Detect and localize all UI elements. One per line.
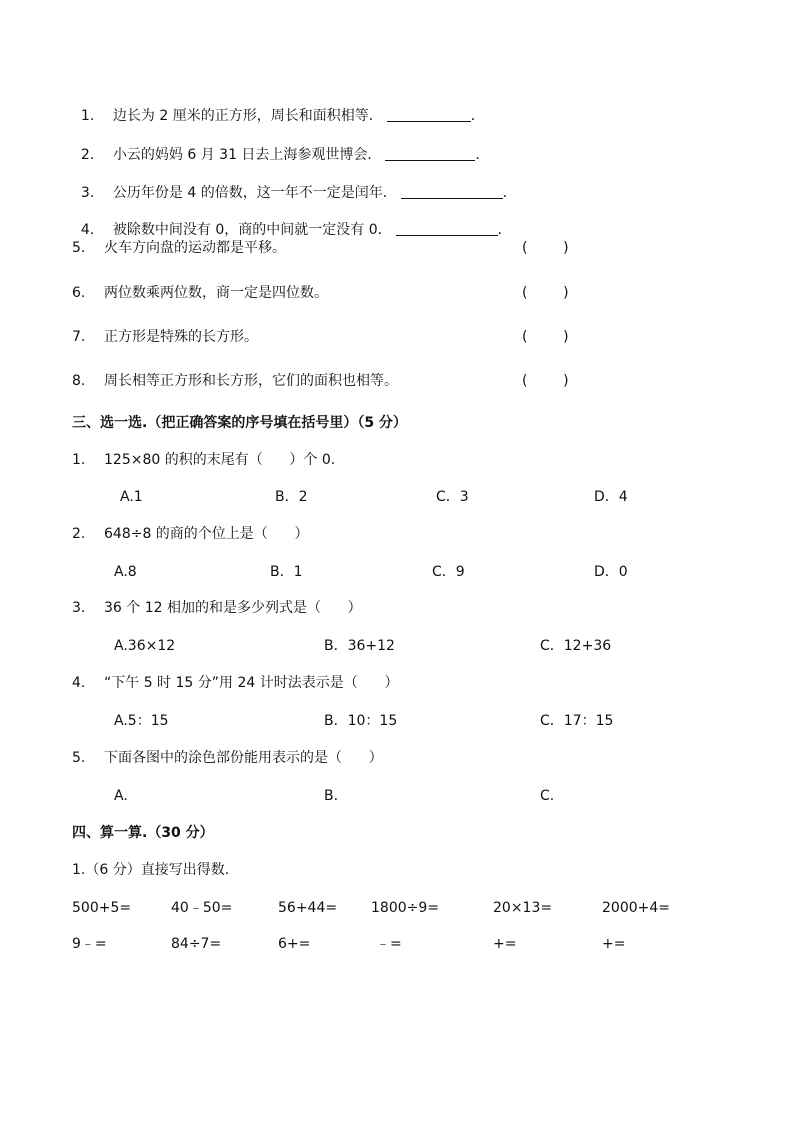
judge-text-1 bbox=[104, 86, 485, 126]
question-text: 公历年份是 4 的倍数，这一年不一定是闰年． bbox=[112, 185, 397, 201]
mc-option[interactable]: D．0 bbox=[594, 564, 628, 580]
question-text: 周长相等正方形和长方形，它们的面积也相等。 bbox=[104, 373, 398, 389]
answer-blank[interactable] bbox=[401, 184, 503, 199]
item-number: 4. bbox=[80, 222, 95, 238]
mc-question-3: 36 个 12 相加的和是多少列式是（ ） bbox=[104, 600, 362, 616]
question-text: 被除数中间没有 0，商的中间就一定没有 0． bbox=[112, 222, 392, 238]
section-4-sub1: 1.（6 分）直接写出得数. bbox=[72, 862, 230, 878]
period: ． bbox=[502, 185, 517, 201]
item-number: 8. bbox=[72, 373, 86, 389]
mc-option[interactable]: C．3 bbox=[436, 489, 469, 505]
judge-item-4 bbox=[72, 200, 94, 240]
judge-item-6 bbox=[72, 283, 85, 303]
mc-option[interactable]: B．1 bbox=[270, 564, 303, 580]
answer-parentheses[interactable]: ( ) bbox=[522, 240, 569, 256]
judge-text-7 bbox=[104, 327, 258, 347]
judge-item-5 bbox=[72, 238, 85, 258]
question-text: 火车方向盘的运动都是平移。 bbox=[104, 240, 286, 256]
mc-option[interactable]: C．17：15 bbox=[540, 713, 614, 729]
calc-item: ﹣= bbox=[376, 936, 402, 952]
judge-text-8 bbox=[104, 371, 398, 391]
judge-text-6 bbox=[104, 283, 328, 303]
calc-item: 500+5= bbox=[72, 900, 132, 916]
answer-blank[interactable] bbox=[385, 146, 475, 161]
mc-option[interactable]: B. bbox=[324, 788, 339, 804]
mc-option[interactable]: A. bbox=[114, 788, 128, 804]
item-number: 6. bbox=[72, 285, 86, 301]
calc-item: 9﹣= bbox=[72, 936, 107, 952]
mc-question-5: 下面各图中的涂色部份能用表示的是（ ） bbox=[104, 750, 383, 766]
mc-option[interactable]: A.5：15 bbox=[114, 713, 169, 729]
judge-item-1 bbox=[72, 86, 94, 126]
judge-text-4 bbox=[104, 200, 512, 240]
judge-item-7 bbox=[72, 327, 85, 347]
question-text: 两位数乘两位数，商一定是四位数。 bbox=[104, 285, 328, 301]
mc-option[interactable]: A.1 bbox=[120, 489, 143, 505]
judge-text-2 bbox=[104, 125, 489, 165]
mc-number-4: 4. bbox=[72, 675, 86, 691]
calc-item: 1800÷9= bbox=[371, 900, 439, 916]
mc-option[interactable]: A.8 bbox=[114, 564, 137, 580]
period: ． bbox=[475, 147, 490, 163]
item-number: 1. bbox=[80, 108, 95, 124]
mc-option[interactable]: C．9 bbox=[432, 564, 465, 580]
period: ． bbox=[470, 108, 485, 124]
mc-option[interactable]: C. bbox=[540, 788, 555, 804]
mc-option[interactable]: D．4 bbox=[594, 489, 628, 505]
judge-item-3 bbox=[72, 163, 94, 203]
calc-item: 56+44= bbox=[278, 900, 338, 916]
item-number: 5. bbox=[72, 240, 86, 256]
mc-number-1: 1. bbox=[72, 452, 86, 468]
item-number: 7. bbox=[72, 329, 86, 345]
section-4-heading: 四、算一算.（30 分） bbox=[72, 825, 214, 841]
calc-item: 40﹣50= bbox=[171, 900, 233, 916]
mc-option[interactable]: A.36×12 bbox=[114, 638, 176, 654]
mc-option[interactable]: B．36+12 bbox=[324, 638, 395, 654]
answer-parentheses[interactable]: ( ) bbox=[522, 373, 569, 389]
answer-parentheses[interactable]: ( ) bbox=[522, 285, 569, 301]
calc-item: += bbox=[493, 936, 517, 952]
calc-item: 6+= bbox=[278, 936, 311, 952]
item-number: 2. bbox=[80, 147, 95, 163]
item-number: 3. bbox=[80, 185, 95, 201]
mc-question-4: “下午 5 时 15 分”用 24 计时法表示是（ ） bbox=[104, 675, 399, 691]
mc-option[interactable]: B．10：15 bbox=[324, 713, 398, 729]
calc-item: 20×13= bbox=[493, 900, 553, 916]
question-text: 小云的妈妈 6 月 31 日去上海参观世博会． bbox=[112, 147, 382, 163]
mc-number-5: 5. bbox=[72, 750, 86, 766]
question-text: 正方形是特殊的长方形。 bbox=[104, 329, 258, 345]
period: ． bbox=[497, 222, 512, 238]
mc-number-3: 3. bbox=[72, 600, 86, 616]
judge-item-2 bbox=[72, 125, 94, 165]
calc-item: 84÷7= bbox=[171, 936, 222, 952]
judge-item-8 bbox=[72, 371, 85, 391]
answer-blank[interactable] bbox=[396, 221, 498, 236]
calc-item: += bbox=[602, 936, 626, 952]
mc-number-2: 2. bbox=[72, 526, 86, 542]
mc-question-2: 648÷8 的商的个位上是（ ） bbox=[104, 526, 309, 542]
judge-text-3 bbox=[104, 163, 517, 203]
question-text: 边长为 2 厘米的正方形，周长和面积相等． bbox=[112, 108, 383, 124]
answer-blank[interactable] bbox=[387, 107, 471, 122]
mc-option[interactable]: B．2 bbox=[275, 489, 308, 505]
answer-parentheses[interactable]: ( ) bbox=[522, 329, 569, 345]
mc-question-1: 125×80 的积的末尾有（ ）个 0. bbox=[104, 452, 336, 468]
judge-text-5 bbox=[104, 238, 286, 258]
mc-option[interactable]: C．12+36 bbox=[540, 638, 612, 654]
calc-item: 2000+4= bbox=[602, 900, 670, 916]
section-3-heading: 三、选一选.（把正确答案的序号填在括号里）（5 分） bbox=[72, 415, 407, 431]
